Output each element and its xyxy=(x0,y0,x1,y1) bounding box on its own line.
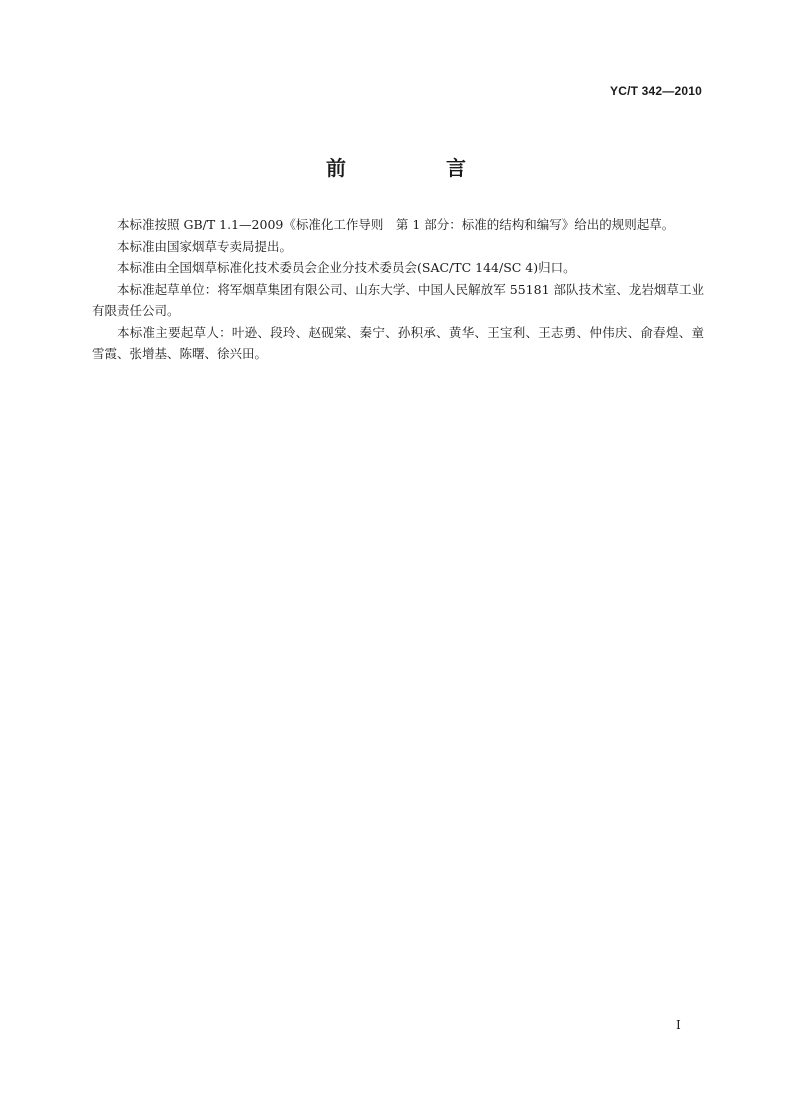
page-title: 前 言 xyxy=(326,156,506,180)
paragraph-drafting-rules: 本标准按照 GB/T 1.1—2009《标准化工作导则 第 1 部分：标准的结构和编写》给出的规则起草。 xyxy=(117,217,675,232)
standard-code: YC/T 342—2010 xyxy=(610,84,702,98)
paragraph-drafting-units: 本标准起草单位：将军烟草集团有限公司、山东大学、中国人民解放军 55181 部队技术室、龙岩烟草工业有限责任公司。 xyxy=(92,281,704,318)
paragraph-drafters: 本标准主要起草人：叶逊、段玲、赵砚棠、秦宁、孙积承、黄华、王宝利、王志勇、仲伟庆、俞春煌、童雪霞、张增基、陈曙、徐兴田。 xyxy=(92,324,704,361)
page-number: I xyxy=(676,1018,681,1032)
paragraph-proposer: 本标准由国家烟草专卖局提出。 xyxy=(117,238,293,254)
foreword-body xyxy=(92,214,704,365)
paragraph-committee: 本标准由全国烟草标准化技术委员会企业分技术委员会(SAC/TC 144/SC 4)归口。 xyxy=(117,260,576,275)
